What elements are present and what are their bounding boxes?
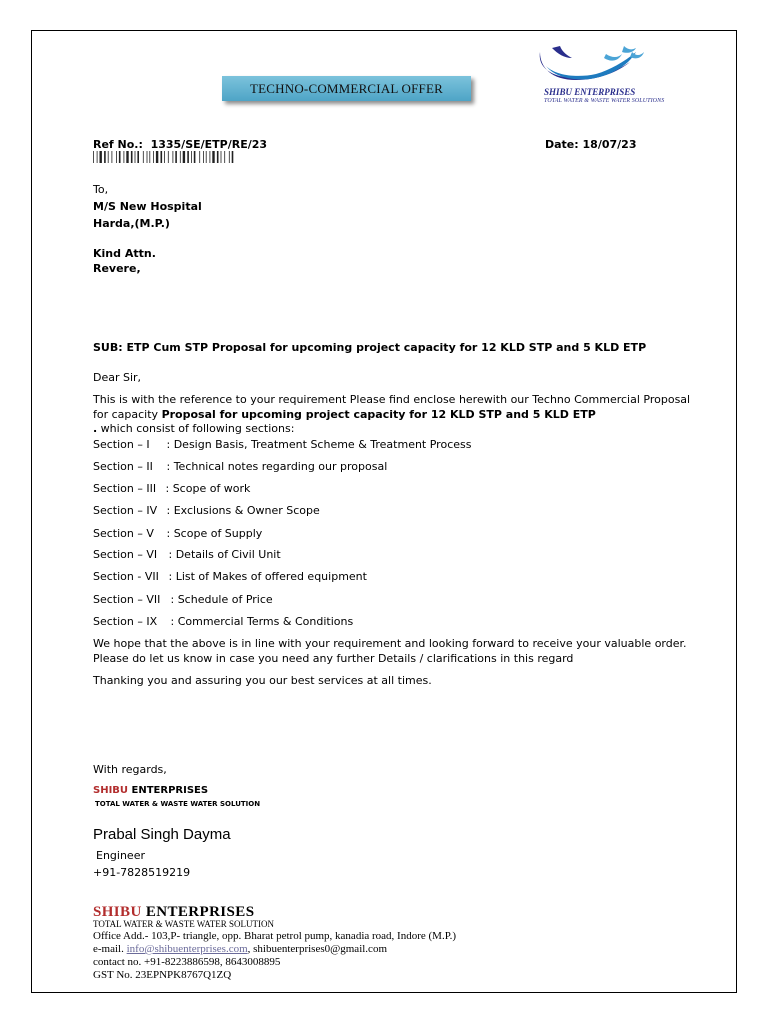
signatory-phone: +91-7828519219 (93, 866, 191, 879)
date-line (545, 138, 636, 152)
section-item: Section – I : Design Basis, Treatment Scheme & Treatment Process (93, 438, 472, 451)
thanks-line: Thanking you and assuring you our best services at all times. (93, 674, 432, 687)
salutation: Dear Sir, (93, 371, 142, 384)
hope-line-2: Please do let us know in case you need any further Details / clarifications in this regard (93, 652, 574, 665)
logo-company-name: SHIBU ENTERPRISES (544, 87, 636, 97)
intro-line-2-prefix: for capacity (93, 408, 162, 421)
intro-line-1: This is with the reference to your requirement Please find enclose herewith our Techno Commercial Proposal (93, 393, 691, 406)
ref-label: Ref No.: (93, 138, 143, 151)
intro-line-3-bold: . (93, 422, 98, 435)
section-item: Section – III : Scope of work (93, 482, 251, 495)
barcode-icon (93, 151, 235, 163)
date-value: 18/07/23 (582, 138, 637, 151)
section-item: Section – IX : Commercial Terms & Conditions (93, 615, 354, 628)
water-wave-logo-icon (532, 44, 662, 88)
signatory-designation: Engineer (96, 849, 145, 862)
signatory-name: Prabal Singh Dayma (93, 826, 231, 843)
to-line: To, (93, 183, 109, 196)
logo-tagline: TOTAL WATER & WASTE WATER SOLUTIONS (544, 98, 665, 104)
subject-line: SUB: ETP Cum STP Proposal for upcoming project capacity for 12 KLD STP and 5 KLD ETP (93, 341, 647, 354)
footer-company: SHIBU ENTERPRISES (93, 904, 255, 920)
with-regards: With regards, (93, 763, 167, 776)
intro-line-2-bold: Proposal for upcoming project capacity for 12 KLD STP and 5 KLD ETP (161, 408, 596, 421)
section-item: Section - VII : List of Makes of offered equipment (93, 570, 367, 583)
revere-line: Revere, (93, 262, 141, 275)
section-item: Section – VII : Schedule of Price (93, 593, 273, 606)
recipient-company: M/S New Hospital (93, 200, 202, 213)
email-link[interactable]: info@shibuenterprises.com (126, 943, 248, 955)
kind-attention: Kind Attn. (93, 247, 156, 260)
ref-number: 1335/SE/ETP/RE/23 (150, 138, 268, 151)
signature-tagline: TOTAL WATER & WASTE WATER SOLUTION (95, 800, 261, 808)
offer-title-banner: TECHNO-COMMERCIAL OFFER (222, 76, 471, 101)
footer-gst: GST No. 23EPNPK8767Q1ZQ (93, 969, 232, 981)
section-item: Section – V : Scope of Supply (93, 527, 263, 540)
recipient-city: Harda,(M.P.) (93, 217, 170, 230)
reference-line (93, 138, 267, 152)
date-label: Date: (545, 138, 579, 151)
intro-line-3 (93, 422, 294, 436)
signature-company: SHIBU ENTERPRISES (93, 785, 209, 796)
footer-tagline: TOTAL WATER & WASTE WATER SOLUTION (93, 919, 275, 929)
intro-line-3-rest: which consist of following sections: (97, 422, 295, 435)
footer-address: Office Add.- 103,P- triangle, opp. Bharat petrol pump, kanadia road, Indore (M.P.) (93, 930, 457, 942)
footer-email: e-mail. info@shibuenterprises.com, shibuenterprises0@gmail.com (93, 943, 387, 955)
section-item: Section – IV : Exclusions & Owner Scope (93, 504, 320, 517)
section-item: Section – VI : Details of Civil Unit (93, 548, 281, 561)
footer-contact: contact no. +91-8223886598, 8643008895 (93, 956, 281, 968)
intro-line-2 (93, 408, 596, 422)
section-item: Section – II : Technical notes regarding our proposal (93, 460, 388, 473)
hope-line-1: We hope that the above is in line with your requirement and looking forward to receive your valuable order. (93, 637, 687, 650)
